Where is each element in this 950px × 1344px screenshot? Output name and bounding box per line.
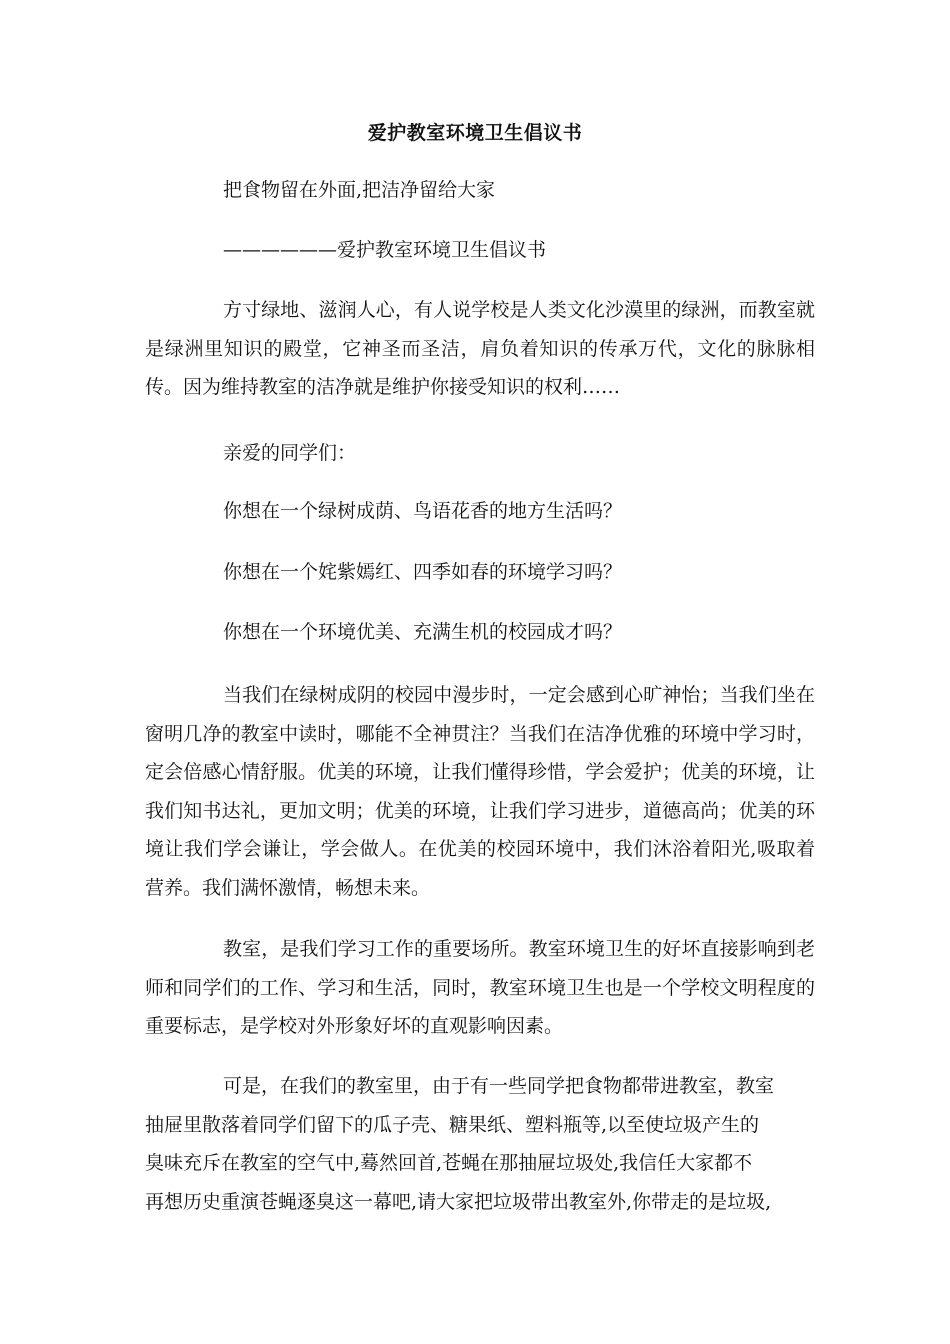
question-line-3: 你想在一个环境优美、充满生机的校园成才吗？ xyxy=(223,621,623,643)
paragraph-garbage-line: 再想历史重演苍蝇逐臭这一幕吧,请大家把垃圾带出教室外,你带走的是垃圾, xyxy=(145,1190,772,1213)
paragraph-garbage xyxy=(145,1074,825,1228)
paragraph-environment: 当我们在绿树成阴的校园中漫步时，一定会感到心旷神怡；当我们坐在窗明几净的教室中读时，哪能不全神贯注？当我们在洁净优雅的环境中学习时，定会倍感心情舒服。优美的环境，让我们懂得珍惜，学会爱护；优美的环境，让我们知书达礼，更加文明；优美的环境，让我们学习进步，道德高尚；优美的环境让我们学会谦让，学会做人。在优美的校园环境中，我们沐浴着阳光,吸取着营养。我们满怀激情，畅想未来。 xyxy=(145,684,815,899)
paragraph-garbage-line: 可是，在我们的教室里，由于有一些同学把食物都带进教室，教室 xyxy=(223,1075,775,1097)
question-line-2: 你想在一个姹紫嫣红、四季如春的环境学习吗？ xyxy=(223,561,623,583)
question-line-1: 你想在一个绿树成荫、鸟语花香的地方生活吗？ xyxy=(223,500,623,522)
paragraph-garbage-line: 臭味充斥在教室的空气中,蓦然回首,苍蝇在那抽屉垃圾处,我信任大家都不 xyxy=(145,1152,753,1174)
paragraph-garbage-line: 抽屉里散落着同学们留下的瓜子壳、糖果纸、塑料瓶等,以至使垃圾产生的 xyxy=(145,1113,760,1136)
paragraph-classroom: 教室，是我们学习工作的重要场所。教室环境卫生的好坏直接影响到老师和同学们的工作、学习和生活，同时，教室环境卫生也是一个学校文明程度的重要标志，是学校对外形象好坏的直观影响因素。 xyxy=(145,938,815,1037)
slogan-line: 把食物留在外面,把洁净留给大家 xyxy=(223,179,496,201)
greeting-line: 亲爱的同学们： xyxy=(223,442,357,464)
paragraph-intro: 方寸绿地、滋润人心，有人说学校是人类文化沙漠里的绿洲，而教室就是绿洲里知识的殿堂，它神圣而圣洁，肩负着知识的传承万代，文化的脉脉相传。因为维持教室的洁净就是维护你接受知识的权利…… xyxy=(145,299,815,398)
subtitle-line: ——————爱护教室环境卫生倡议书 xyxy=(223,239,547,261)
document-title: 爱护教室环境卫生倡议书 xyxy=(367,122,583,144)
